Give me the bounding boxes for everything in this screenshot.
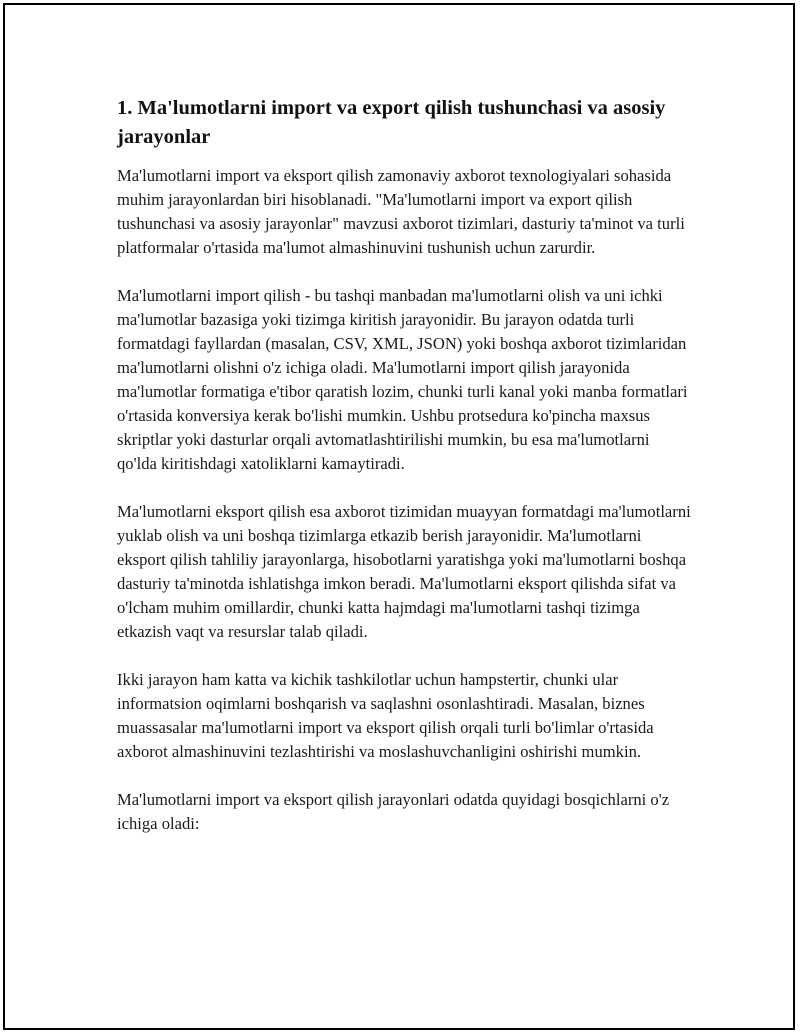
paragraph-import: Ma'lumotlarni import qilish - bu tashqi manbadan ma'lumotlarni olish va uni ichki ma'lumotlar bazasiga yoki tizimga kiritish jarayonidir. Bu jarayon odatda turli formatdagi fayllardan (masalan, CSV, XML, JSON) yoki boshqa axborot tizimlaridan ma'lumotlarni olishni o'z ichiga oladi. Ma'lumotlarni import qilish jarayonida ma'lumotlar formatiga e'tibor qaratish lozim, chunki turli kanal yoki manba formatlari o'rtasida konversiya kerak bo'lishi mumkin. Ushbu protsedura ko'pincha maxsus skriptlar yoki dasturlar orqali avtomatlashtirilishi mumkin, bu esa ma'lumotlarni qo'lda kiritishdagi xatoliklarni kamaytiradi. xyxy=(117,286,688,473)
section-heading: 1. Ma'lumotlarni import va export qilish tushunchasi va asosiy jarayonlar xyxy=(117,97,666,148)
paragraph-intro: Ma'lumotlarni import va eksport qilish zamonaviy axborot texnologiyalari sohasida muhim jarayonlardan biri hisoblanadi. "Ma'lumotlarni import va export qilish tushunchasi va asosiy jarayonlar" mavzusi axborot tizimlari, dasturiy ta'minot va turli platformalar o'rtasida ma'lumot almashinuvini tushunish uchun zarurdir. xyxy=(117,166,685,257)
paragraph-export: Ma'lumotlarni eksport qilish esa axborot tizimidan muayyan formatdagi ma'lumotlarni yuklab olish va uni boshqa tizimlarga etkazib berish jarayonidir. Ma'lumotlarni eksport qilish tahliliy jarayonlarga, hisobotlarni yaratishga yoki ma'lumotlarni boshqa dasturiy ta'minotda ishlatishga imkon beradi. Ma'lumotlarni eksport qilishda sifat va o'lcham muhim omillardir, chunki katta hajmdagi ma'lumotlarni tashqi tizimga etkazish vaqt va resurslar talab qiladi. xyxy=(117,502,691,641)
paragraph-organizations: Ikki jarayon ham katta va kichik tashkilotlar uchun hampstertir, chunki ular informatsion oqimlarni boshqarish va saqlashni osonlashtiradi. Masalan, biznes muassasalar ma'lumotlarni import va eksport qilish orqali turli bo'limlar o'rtasida axborot almashinuvini tezlashtirishi va moslashuvchanligini oshirishi mumkin. xyxy=(117,670,654,761)
document-body xyxy=(117,94,692,836)
paragraph-stages-intro: Ma'lumotlarni import va eksport qilish jarayonlari odatda quyidagi bosqichlarni o'z ichiga oladi: xyxy=(117,790,670,833)
